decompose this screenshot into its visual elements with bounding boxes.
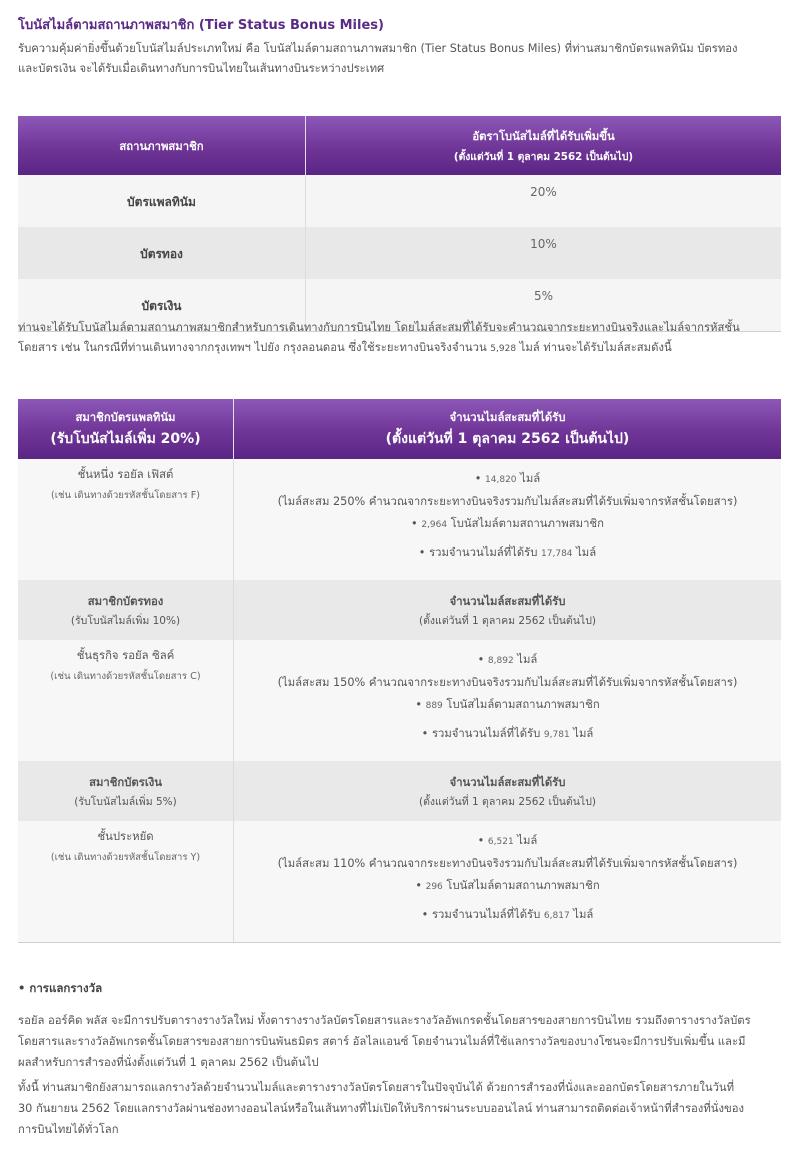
tier-name: บัตรแพลทินัม	[18, 175, 306, 227]
gold-header-bonus: (รับโบนัสไมล์เพิ่ม 10%)	[70, 614, 181, 627]
rewards-section	[18, 980, 783, 1140]
gold-example-row	[18, 640, 781, 761]
example-text-a: โดยสาร เช่น ในกรณีที่ท่านเดินทางจากกรุงเทพฯ ไปยัง กรุงลอนดอน ซึ่งใช้ระยะทางบินจริงจำนวน	[18, 341, 491, 354]
miles-line: • 6,521 ไมล์	[477, 834, 538, 847]
bonus-line: • 296 โบนัสไมล์ตามสถานภาพสมาชิก	[415, 879, 600, 892]
silver-example-row	[18, 821, 781, 943]
intro-section	[18, 14, 780, 79]
rate-col-rate-sub: (ตั้งแต่วันที่ 1 ตุลาคม 2562 เป็นต้นไป)	[453, 150, 634, 163]
platinum-header-bonus: (รับโบนัสไมล์เพิ่ม 20%)	[50, 431, 201, 447]
rate-col-rate	[306, 116, 782, 175]
rewards-p2-line2: 30 กันยายน 2562 โดยแลกรางวัลผ่านช่องทางออนไลน์หรือในเส้นทางที่ไม่เปิดให้บริการผ่านระบบออนไลน์ ท่านสามารถติดต่อเจ้าหน้าที่สำรองที่นั่งของ	[18, 1102, 745, 1115]
miles-cell	[234, 821, 782, 943]
gold-header-left	[18, 580, 234, 640]
total-label: รวมจำนวนไมล์ที่ได้รับ	[429, 546, 538, 559]
bonus-text: โบนัสไมล์ตามสถานภาพสมาชิก	[446, 698, 600, 711]
page-title: โบนัสไมล์ตามสถานภาพสมาชิก (Tier Status Bonus Miles)	[18, 18, 384, 33]
tier-rate: 5%	[306, 279, 782, 332]
tier-name: บัตรเงิน	[18, 279, 306, 332]
miles-header	[234, 399, 782, 459]
silver-header-right	[234, 761, 782, 821]
class-name: ชั้นธุรกิจ รอยัล ซิลค์	[76, 649, 175, 662]
tier-rate: 20%	[306, 175, 782, 227]
silver-header-bonus: (รับโบนัสไมล์เพิ่ม 5%)	[74, 795, 177, 808]
total-line: • รวมจำนวนไมล์ที่ได้รับ 9,781 ไมล์	[421, 727, 594, 740]
silver-miles-date: (ตั้งแต่วันที่ 1 ตุลาคม 2562 เป็นต้นไป)	[419, 795, 596, 808]
miles-line: • 14,820 ไมล์	[474, 472, 541, 485]
example-paragraph	[18, 318, 783, 359]
class-note: (เช่น เดินทางด้วยรหัสชั้นโดยสาร C)	[50, 671, 201, 682]
rate-row-gold	[18, 227, 781, 279]
example-text-b: ไมล์ ท่านจะได้รับไมล์สะสมดังนี้	[516, 341, 672, 354]
example-line-2	[18, 338, 783, 359]
total-unit: ไมล์	[573, 908, 594, 921]
miles-value: 6,521	[487, 837, 514, 847]
gold-header-row	[18, 580, 781, 640]
bonus-rate-table	[18, 116, 781, 332]
class-cell	[18, 459, 234, 580]
class-note: (เช่น เดินทางด้วยรหัสชั้นโดยสาร F)	[51, 490, 200, 501]
total-unit: ไมล์	[573, 727, 594, 740]
miles-unit: ไมล์	[517, 834, 538, 847]
gold-miles-date: (ตั้งแต่วันที่ 1 ตุลาคม 2562 เป็นต้นไป)	[419, 614, 596, 627]
miles-header-date: (ตั้งแต่วันที่ 1 ตุลาคม 2562 เป็นต้นไป)	[385, 431, 630, 447]
silver-header-row	[18, 761, 781, 821]
miles-header-title: จำนวนไมล์สะสมที่ได้รับ	[449, 411, 566, 424]
silver-miles-title: จำนวนไมล์สะสมที่ได้รับ	[449, 775, 566, 789]
calc-note: (ไมล์สะสม 110% คำนวณจากระยะทางบินจริงรวมกับไมล์สะสมที่ได้รับเพิ่มจากรหัสชั้นโดยสาร)	[277, 857, 738, 870]
class-name: ชั้นประหยัด	[97, 830, 154, 843]
total-line: • รวมจำนวนไมล์ที่ได้รับ 17,784 ไมล์	[418, 546, 597, 559]
class-note: (เช่น เดินทางด้วยรหัสชั้นโดยสาร Y)	[50, 852, 201, 863]
total-unit: ไมล์	[576, 546, 597, 559]
bonus-line: • 889 โบนัสไมล์ตามสถานภาพสมาชิก	[415, 698, 600, 711]
rate-col-tier-label: สถานภาพสมาชิก	[119, 139, 204, 153]
miles-line: • 8,892 ไมล์	[477, 653, 538, 666]
intro-line-2: และบัตรเงิน จะได้รับเมื่อเดินทางกับการบินไทยในเส้นทางบินระหว่างประเทศ	[18, 62, 385, 75]
rewards-p1-line3: ผลสำหรับการสำรองที่นั่งตั้งแต่วันที่ 1 ตุลาคม 2562 เป็นต้นไป	[18, 1056, 319, 1069]
rate-table-header	[18, 116, 781, 175]
miles-value: 14,820	[485, 475, 517, 485]
total-value: 17,784	[541, 549, 573, 559]
silver-header-left	[18, 761, 234, 821]
total-line: • รวมจำนวนไมล์ที่ได้รับ 6,817 ไมล์	[421, 908, 594, 921]
gold-miles-title: จำนวนไมล์สะสมที่ได้รับ	[449, 594, 566, 608]
bonus-line: • 2,964 โบนัสไมล์ตามสถานภาพสมาชิก	[411, 517, 604, 530]
miles-table-header	[18, 399, 781, 459]
total-label: รวมจำนวนไมล์ที่ได้รับ	[431, 727, 541, 740]
rewards-p2-line3: การบินไทยได้ทั่วโลก	[18, 1123, 119, 1136]
total-value: 9,781	[543, 730, 570, 740]
total-label: รวมจำนวนไมล์ที่ได้รับ	[431, 908, 541, 921]
miles-cell	[234, 459, 782, 580]
gold-header-right	[234, 580, 782, 640]
bonus-text: โบนัสไมล์ตามสถานภาพสมาชิก	[450, 517, 604, 530]
platinum-header-title: สมาชิกบัตรแพลทินัม	[75, 411, 176, 424]
rate-col-tier	[18, 116, 306, 175]
tier-rate: 10%	[306, 227, 782, 279]
class-name: ชั้นหนึ่ง รอยัล เฟิสต์	[77, 468, 174, 481]
tier-name: บัตรทอง	[18, 227, 306, 279]
rewards-p2-line1: ทั้งนี้ ท่านสมาชิกยังสามารถแลกรางวัลด้วยจำนวนไมล์และตารางรางวัลบัตรโดยสารในปัจจุบันได้ ด้วยการสำรองที่นั่งและออกบัตรโดยสารภายในวันที่	[18, 1081, 735, 1094]
total-value: 6,817	[543, 911, 570, 921]
bonus-value: 2,964	[421, 520, 448, 530]
silver-header-title: สมาชิกบัตรเงิน	[89, 775, 162, 789]
calc-note: (ไมล์สะสม 250% คำนวณจากระยะทางบินจริงรวมกับไมล์สะสมที่ได้รับเพิ่มจากรหัสชั้นโดยสาร)	[277, 495, 738, 508]
bonus-value: 889	[425, 701, 443, 711]
rewards-p1-line2: โดยสารและรางวัลอัพเกรดชั้นโดยสารของสายการบินพันธมิตร สตาร์ อัลไลแอนซ์ โดยจำนวนไมล์ที่ใช้แลกรางวัลของบางโซนจะมีการปรับเพิ่มขึ้น และมี	[18, 1035, 746, 1048]
platinum-example-row	[18, 459, 781, 580]
rate-col-rate-label: อัตราโบนัสไมล์ที่ได้รับเพิ่มขึ้น	[472, 129, 615, 143]
miles-example-table	[18, 399, 781, 943]
class-cell	[18, 821, 234, 943]
calc-note: (ไมล์สะสม 150% คำนวณจากระยะทางบินจริงรวมกับไมล์สะสมที่ได้รับเพิ่มจากรหัสชั้นโดยสาร)	[277, 676, 738, 689]
miles-unit: ไมล์	[517, 653, 538, 666]
miles-unit: ไมล์	[520, 472, 541, 485]
miles-cell	[234, 640, 782, 761]
class-cell	[18, 640, 234, 761]
bonus-text: โบนัสไมล์ตามสถานภาพสมาชิก	[446, 879, 600, 892]
rate-row-platinum	[18, 175, 781, 227]
intro-line-1: รับความคุ้มค่ายิ่งขึ้นด้วยโบนัสไมล์ประเภทใหม่ คือ โบนัสไมล์ตามสถานภาพสมาชิก (Tier Status Bonus Miles) ที่ท่านสมาชิกบัตรแพลทินัม บัตรทอง	[18, 42, 738, 55]
rewards-p1-line1: รอยัล ออร์คิด พลัส จะมีการปรับตารางรางวัลใหม่ ทั้งตารางรางวัลบัตรโดยสารและรางวัลอัพเกรดชั้นโดยสารของสายการบินไทย รวมถึงตารางรางวัลบัตร	[18, 1014, 751, 1027]
rewards-heading: • การแลกรางวัล	[18, 981, 103, 995]
example-line-1: ท่านจะได้รับโบนัสไมล์ตามสถานภาพสมาชิกสำหรับการเดินทางกับการบินไทย โดยไมล์สะสมที่ได้รับจะคำนวณจากระยะทางบินจริงและไมล์จากรหัสชั้น	[18, 321, 740, 334]
platinum-header	[18, 399, 234, 459]
bonus-value: 296	[425, 882, 443, 892]
gold-header-title: สมาชิกบัตรทอง	[87, 594, 164, 608]
miles-value: 8,892	[487, 656, 514, 666]
example-distance: 5,928	[490, 344, 517, 354]
